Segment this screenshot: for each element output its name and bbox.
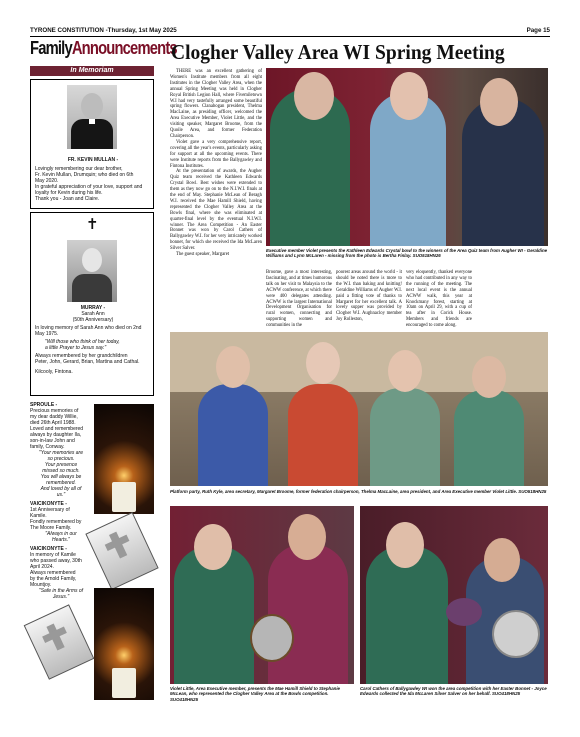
notice-line: 1st Anniversary of xyxy=(30,507,70,513)
notice-line: Kamile. xyxy=(30,513,47,519)
notice-verse: missed so much. xyxy=(42,468,80,474)
paragraph: THERE was an excellent gathering of Women's Institute members from all eight Institutes in the Clogher Valley Area, when the annual Spring Meeting was held in Clogher Royal British Legion Hall, where Fivemiletown W.I had very tastefully arranged some beautiful spring flowers. Clanabogan president, Thelma MacLaine, as presiding officer, welcomed the Area Executive Member, Violet Little, and the visiting speaker, Margaret Broome, from the Quoile Area, and former Federation Chairperson. xyxy=(170,69,262,139)
caption-4: Carol Cathers of Ballygawley WI won the area competition with her Easter Bonnet - Joyce Edwards collected the Ida McLaren Silver Salver on her behalf. SUO418HN25 xyxy=(360,686,547,697)
notice-verse: a little Prayer to Jesus say." xyxy=(45,345,107,351)
article-column-3: poorest areas around the world - it should be noted there is more to the W.I. than baking and knitting! Geraldine Williams of Augher W.I. paid a fitting vote of thanks to Margaret for her excellent talk. A lovely supper was provided by Clogher W.I. Aughnacloy member Joy Rolleston, xyxy=(336,270,402,323)
notice-line: Always remembered xyxy=(30,570,76,576)
portrait-photo xyxy=(67,240,117,302)
caption-3: Violet Little, Area Executive member, presents the Mae Hamill Shield to Stephanie McLean, who represented the Clogher Valley Area at the Bowls competition. SUO418HN25 xyxy=(170,686,340,702)
notice-line: Always remembered by her grandchildren xyxy=(35,353,128,359)
photo-salver-presentation xyxy=(360,506,548,684)
photo-platform-party xyxy=(170,332,548,486)
bible-image xyxy=(85,512,158,590)
notice-mullan xyxy=(30,79,154,209)
notice-anniversary: (50th Anniversary) xyxy=(72,317,114,323)
notice-line: Mountjoy. xyxy=(30,582,52,588)
paragraph: Violet gave a very comprehensive report, covering all the year's events, particularly asking for support at all the upcoming events. There were Institute reports from the Ballygawley and Fintona Institutes. xyxy=(170,139,262,169)
notice-line: Peter, John, Gerard, Brian, Martina and Cathal. xyxy=(35,359,140,365)
article-title: Clogher Valley Area WI Spring Meeting xyxy=(171,40,505,64)
notice-line: Thank you - Joan and Claire. xyxy=(35,196,100,202)
caption-2: Platform party, Ruth Kyle, area secretary, Margaret Broome, former federation chairperson, Thelma MacLaine, area president, and Area Executive member Violet Little. SUO518HN25 xyxy=(170,489,547,494)
notice-verse: us." xyxy=(56,492,66,498)
notice-line: family, Conway. xyxy=(30,444,65,450)
notice-verse: so precious. xyxy=(47,456,75,462)
notice-line: April 2024. xyxy=(30,564,54,570)
notice-line: May 1975. xyxy=(35,331,59,337)
notice-line: my dear daddy Willie, xyxy=(30,414,78,420)
page-number: Page 15 xyxy=(526,27,550,34)
notice-verse: You will always be xyxy=(40,474,82,480)
notice-name: MURRAY - xyxy=(80,305,106,311)
notice-line: Lovingly remembering our dear brother, xyxy=(35,166,123,172)
notice-line: May 2020. xyxy=(35,178,59,184)
notice-sub: Sarah Ann xyxy=(81,311,105,317)
cross-icon: ✝ xyxy=(86,216,99,233)
notice-line: Fr. Kevin Mullan, Drumquin; who died on 6th xyxy=(35,172,134,178)
notice-line: died 26th April 1988. xyxy=(30,420,76,426)
notice-name: VAICIKONYTE - xyxy=(30,501,67,507)
notice-line: always by daughter Ila, xyxy=(30,432,82,438)
notice-line: Precious memories of xyxy=(30,408,79,414)
article-column-4: very eloquently, thanked everyone who had contributed in any way to the running of the meeting. The next local event is the annual ACWW walk, this year at Knockmany forest, starting at 10am on April 29, with a cup of tea after in Corick House. Members and friends are encouraged to come along. xyxy=(406,270,472,329)
notice-line: In loving memory of Sarah Ann who died on 2nd xyxy=(35,325,142,331)
notice-line: Loved and remembered xyxy=(30,426,84,432)
paragraph: At the presentation of awards, the Augher Quiz team received the Kathleen Edwards Crystal Bowl. Best wishes were extended to them as they now go on to the N.I.W.I. finals at the end of May. Stephanie McLean of Beragh W.I. received the Mae Hamill Shield, having represented the Clogher Valley Area at the Bowls final, where she was eliminated at quarter-final level by the eventual N.I.W.I. winner. The Area Competition - An Easter Bonnet was won by Carol Cathers of Ballygawley W.I. for her very intricately worked bonnet, for which she received the Ida McLaren Silver Salver. xyxy=(170,169,262,252)
candle-image xyxy=(94,588,154,700)
small-notices xyxy=(30,402,92,600)
section-title: FamilyAnnouncements xyxy=(30,38,177,58)
notice-verse: Jesus." xyxy=(52,594,70,600)
bible-image xyxy=(24,604,95,680)
publication-date: TYRONE CONSTITUTION -Thursday, 1st May 2025 xyxy=(30,27,177,34)
notice-line: by the Arnold Family, xyxy=(30,576,77,582)
notice-name: VAICIKONYTE - xyxy=(30,546,67,552)
notice-line: The Moore Family. xyxy=(30,525,72,531)
notice-murray xyxy=(30,212,154,396)
notice-line: Fondly remembered by xyxy=(30,519,82,525)
notice-name: SPROULE - xyxy=(30,402,58,408)
notice-verse: "Your memories are xyxy=(38,450,83,456)
notice-verse: "Will those who think of her today, xyxy=(45,339,120,345)
notice-verse: remembered. xyxy=(46,480,76,486)
notice-name: FR. KEVIN MULLAN - xyxy=(67,157,119,163)
candle-image xyxy=(94,404,154,514)
notice-verse: "Safe in the Arms of xyxy=(38,588,84,594)
paragraph: The guest speaker, Margaret xyxy=(176,252,230,258)
header-rule xyxy=(30,36,550,37)
notice-line: son-in-law John and xyxy=(30,438,75,444)
article-column-2: Broome, gave a most interesting, fascinating, and at times humorous talk on her visit to Malaysia to the ACWW conference, at which there were 400 delegates attending. ACWW is the largest International Development Organisation for rural women, connecting and supporting women and communities in the xyxy=(266,270,332,329)
notice-line: who passed away, 30th xyxy=(30,558,82,564)
photo-quiz-presentation xyxy=(266,68,548,246)
notice-line: In memory of Kamile xyxy=(30,552,76,558)
notice-verse: Your presence xyxy=(44,462,78,468)
notice-place: Kilcooly, Fintona. xyxy=(35,369,73,375)
notice-verse: And loved by all of xyxy=(40,486,82,492)
notice-line: loyalty for Kevin during his life. xyxy=(35,190,103,196)
notice-verse: "Always in our xyxy=(45,531,77,537)
notice-verse: Hearts." xyxy=(52,537,70,543)
in-memoriam-banner: In Memoriam xyxy=(30,66,154,76)
article-column-1 xyxy=(170,69,262,258)
priest-photo xyxy=(67,85,117,149)
caption-1: Executive member Violet presents the Kathleen Edwards Crystal bowl to the winners of the Area Quiz team from Augher WI - Geraldine Williams and Lynn McLaren - missing from the photo is Bertha Finlay. SUO518HN26 xyxy=(266,248,548,259)
notice-line: In grateful appreciation of your love, support and xyxy=(35,184,143,190)
photo-shield-presentation xyxy=(170,506,354,684)
